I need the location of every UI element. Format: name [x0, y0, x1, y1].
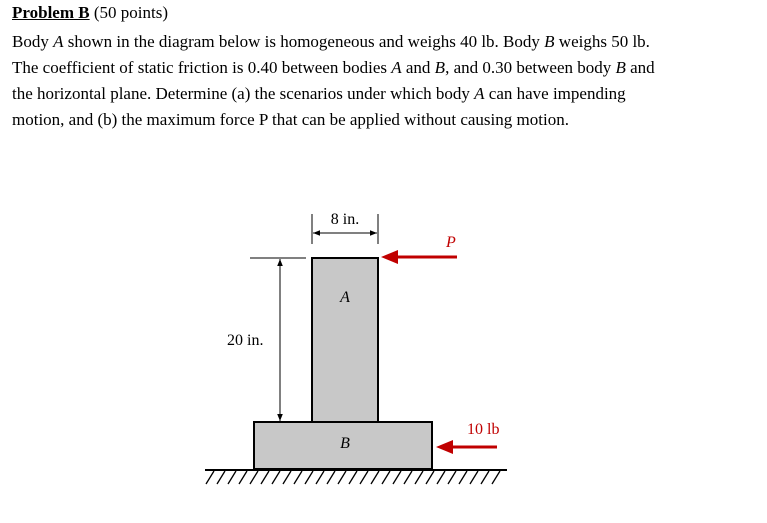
hatch-line — [349, 471, 357, 484]
ground — [205, 470, 507, 484]
hatch-line — [404, 471, 412, 484]
side-force-label: 10 lb — [467, 421, 500, 438]
width-dimension — [312, 211, 378, 244]
hatch-line — [338, 471, 346, 484]
italic-symbol: A — [391, 58, 402, 77]
hatch-line — [217, 471, 225, 484]
italic-symbol: B — [434, 58, 446, 77]
hatch-line — [481, 471, 489, 484]
body-a — [312, 258, 378, 422]
hatch-line — [261, 471, 269, 484]
hatch-line — [415, 471, 423, 484]
italic-symbol: B — [544, 32, 555, 51]
statement-line: Body A shown in the diagram below is homogeneous and weighs 40 lb. Body B weighs 50 lb. — [12, 32, 650, 51]
width-label: 8 in. — [330, 211, 360, 228]
statement-line: The coefficient of static friction is 0.40 between bodies A and B, and 0.30 between body B and — [12, 58, 655, 77]
hatch-line — [459, 471, 467, 484]
hatch-line — [492, 471, 500, 484]
hatch-line — [393, 471, 401, 484]
height-dimension — [227, 258, 306, 421]
hatch-line — [239, 471, 247, 484]
hatch-line — [426, 471, 434, 484]
italic-symbol: A — [474, 84, 485, 103]
hatch-line — [437, 471, 445, 484]
hatch-line — [228, 471, 236, 484]
hatch-line — [272, 471, 280, 484]
hatch-line — [305, 471, 313, 484]
hatch-line — [470, 471, 478, 484]
statement-line: the horizontal plane. Determine (a) the scenarios under which body A can have impending — [12, 84, 626, 103]
problem-points: (50 points) — [93, 3, 168, 22]
hatch-line — [448, 471, 456, 484]
hatch-line — [316, 471, 324, 484]
hatch-line — [327, 471, 335, 484]
body-b-label: B — [340, 435, 350, 452]
statement-line: motion, and (b) the maximum force P that can be applied without causing motion. — [12, 110, 569, 129]
ground-hatching — [206, 471, 500, 484]
hatch-line — [360, 471, 368, 484]
italic-symbol: A — [53, 32, 64, 51]
height-label: 20 in. — [227, 332, 264, 349]
hatch-line — [382, 471, 390, 484]
body-b — [254, 422, 432, 469]
side-force-arrow — [436, 421, 499, 454]
problem-title: Problem B — [12, 3, 90, 22]
force-p-label: P — [446, 234, 456, 251]
hatch-line — [206, 471, 214, 484]
hatch-line — [283, 471, 291, 484]
hatch-line — [294, 471, 302, 484]
hatch-line — [371, 471, 379, 484]
body-a-label: A — [340, 289, 350, 306]
hatch-line — [250, 471, 258, 484]
italic-symbol: B — [615, 58, 626, 77]
force-p-arrow — [381, 234, 457, 264]
